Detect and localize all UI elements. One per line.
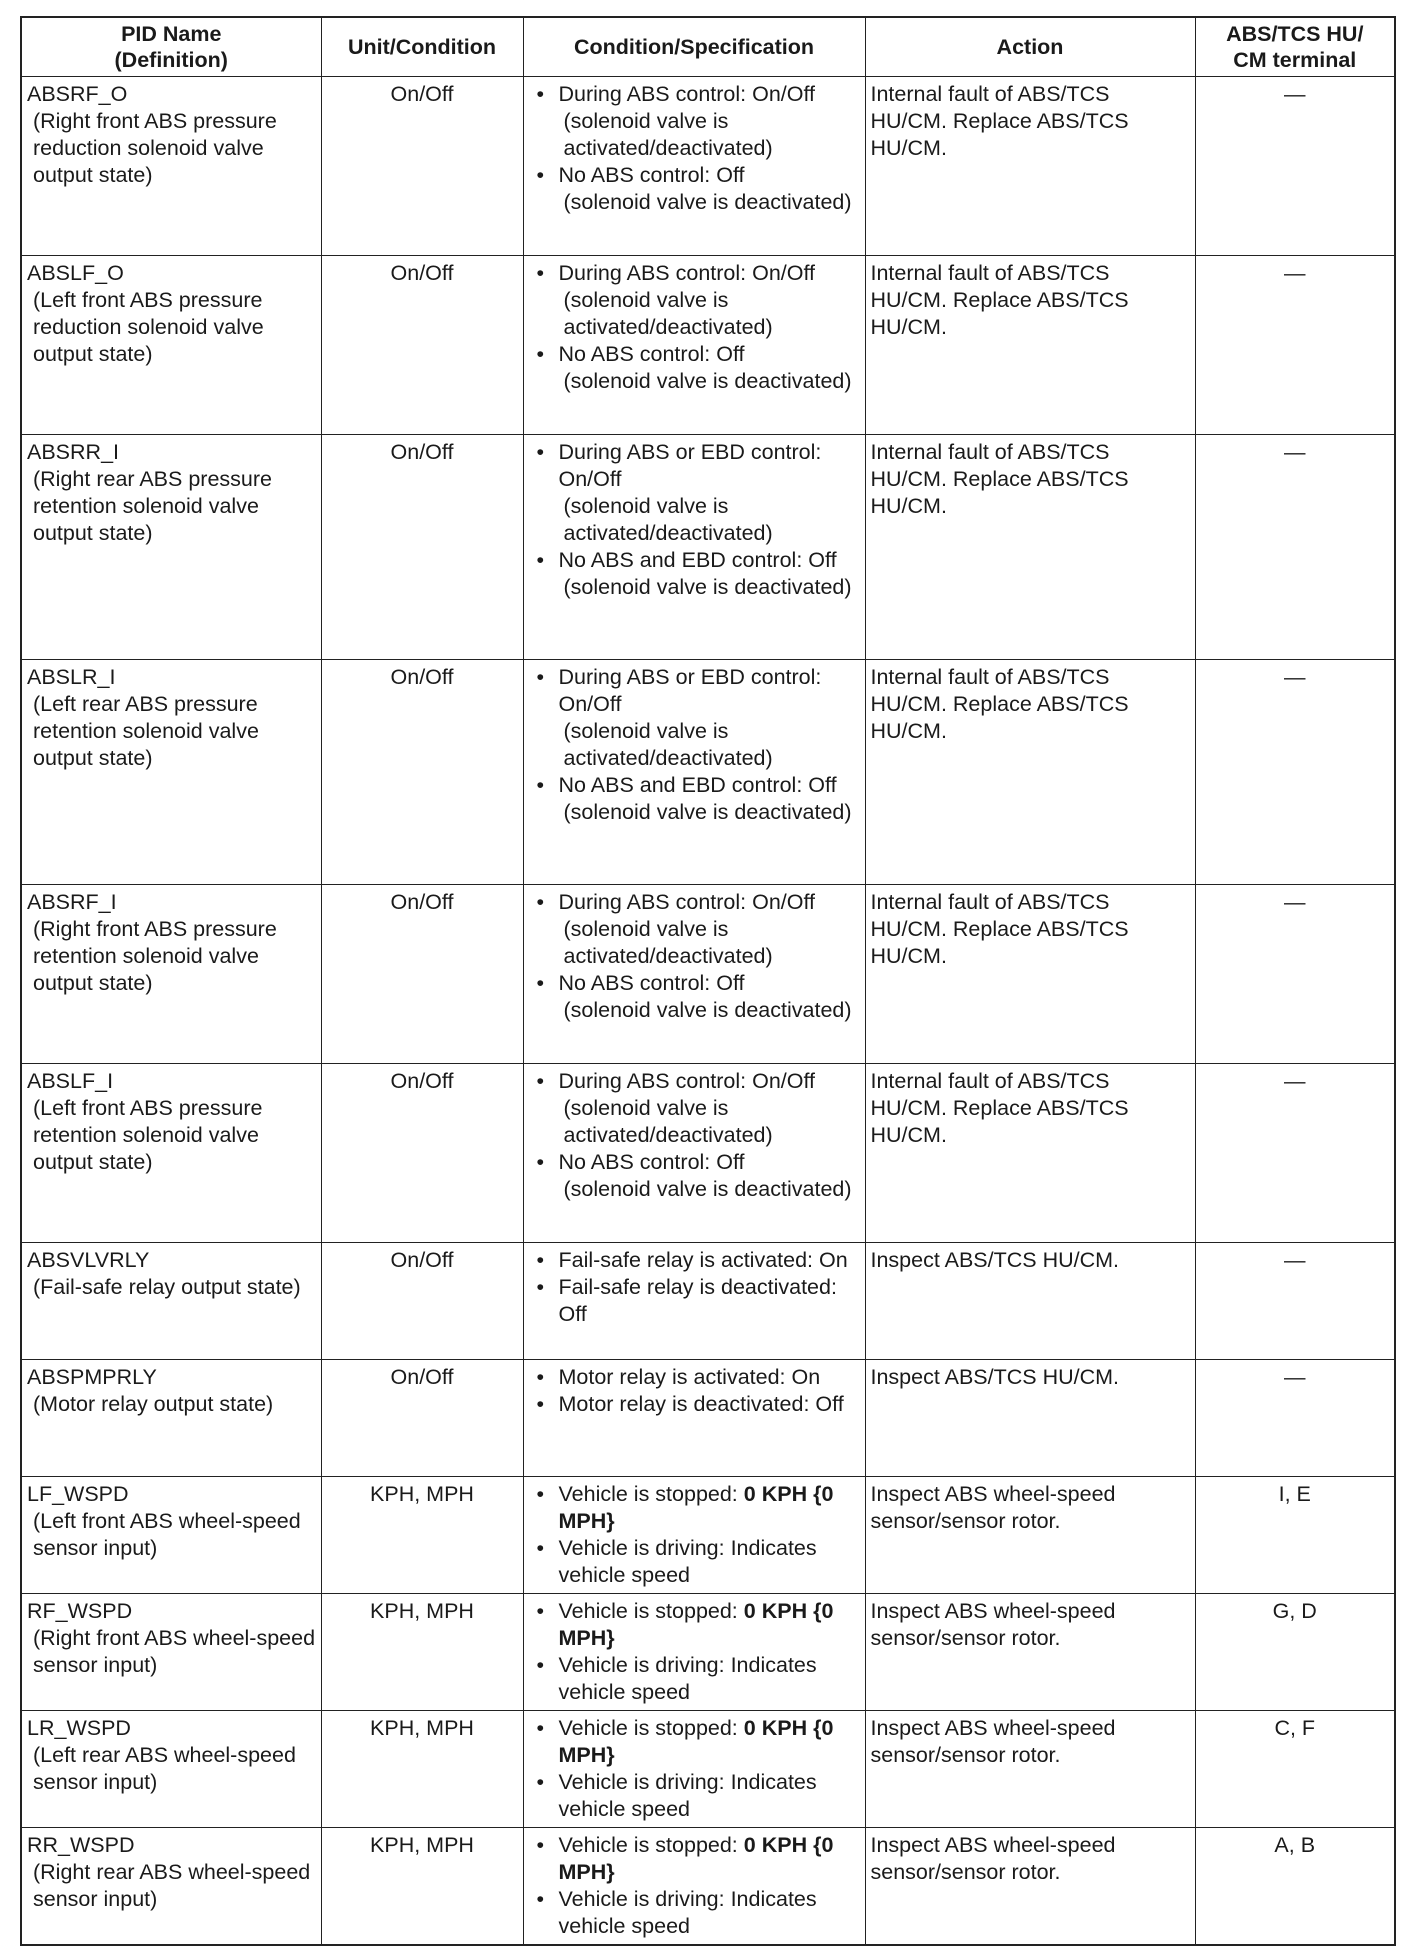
- pid-definition: (Left rear ABS pressure retention solenoid valve output state): [33, 692, 259, 770]
- unit-cell: On/Off: [321, 1064, 523, 1243]
- pid-definition: (Motor relay output state): [33, 1392, 274, 1416]
- condition-sub: (solenoid valve is deactivated): [563, 1177, 852, 1201]
- pid-table-sheet: [20, 16, 1394, 1946]
- table-row: [21, 256, 1395, 435]
- pid-name: ABSLF_O: [27, 261, 124, 285]
- header-action: Action: [865, 17, 1195, 77]
- condition-sub: (solenoid valve is deactivated): [563, 998, 852, 1022]
- spec-cell: [523, 1477, 865, 1594]
- condition-item: [529, 81, 860, 162]
- pid-cell: [21, 1243, 321, 1360]
- table-header-row: [21, 17, 1395, 77]
- pid-name: ABSRF_I: [27, 890, 117, 914]
- spec-cell: [523, 1828, 865, 1946]
- condition-sub: (solenoid valve is activated/deactivated): [563, 1096, 773, 1147]
- condition-item: [529, 1247, 860, 1274]
- unit-cell: KPH, MPH: [321, 1711, 523, 1828]
- pid-name: ABSRF_O: [27, 82, 128, 106]
- pid-cell: [21, 885, 321, 1064]
- unit-cell: On/Off: [321, 660, 523, 885]
- terminal-cell: —: [1195, 660, 1395, 885]
- spec-cell: [523, 435, 865, 660]
- condition-driving: Vehicle is driving: Indicates vehicle speed: [558, 1653, 817, 1704]
- pid-definition: (Right rear ABS wheel-speed sensor input): [33, 1860, 311, 1911]
- table-row: [21, 885, 1395, 1064]
- header-pid-line1: PID Name: [121, 22, 222, 46]
- condition-main: During ABS control: On/Off: [558, 890, 816, 914]
- pid-cell: [21, 1064, 321, 1243]
- condition-sub: (solenoid valve is deactivated): [563, 800, 852, 824]
- spec-cell: [523, 1064, 865, 1243]
- condition-main: Motor relay is deactivated: Off: [558, 1392, 844, 1416]
- unit-cell: On/Off: [321, 885, 523, 1064]
- condition-sub: (solenoid valve is activated/deactivated): [563, 917, 773, 968]
- condition-item: [529, 1769, 860, 1823]
- pid-name: LF_WSPD: [27, 1482, 129, 1506]
- action-cell: Internal fault of ABS/TCS HU/CM. Replace ABS/TCS HU/CM.: [865, 1064, 1195, 1243]
- table-row: [21, 1477, 1395, 1594]
- pid-table: [20, 16, 1396, 1946]
- table-row: [21, 1828, 1395, 1946]
- unit-cell: KPH, MPH: [321, 1477, 523, 1594]
- condition-stopped-value: 0 KPH {0 MPH}: [558, 1599, 834, 1650]
- spec-cell: [523, 1594, 865, 1711]
- header-spec: Condition/Specification: [523, 17, 865, 77]
- condition-stopped-value: 0 KPH {0 MPH}: [558, 1716, 834, 1767]
- condition-main: Fail-safe relay is activated: On: [558, 1248, 848, 1272]
- terminal-cell: —: [1195, 77, 1395, 256]
- condition-item: [529, 1652, 860, 1706]
- condition-driving: Vehicle is driving: Indicates vehicle speed: [558, 1536, 817, 1587]
- condition-item: [529, 1886, 860, 1940]
- terminal-cell: A, B: [1195, 1828, 1395, 1946]
- unit-cell: KPH, MPH: [321, 1594, 523, 1711]
- terminal-cell: —: [1195, 885, 1395, 1064]
- condition-item: [529, 1068, 860, 1149]
- terminal-cell: —: [1195, 435, 1395, 660]
- pid-definition: (Right front ABS wheel-speed sensor input): [33, 1626, 316, 1677]
- header-terminal-line2: CM terminal: [1233, 48, 1357, 72]
- unit-cell: On/Off: [321, 435, 523, 660]
- pid-cell: [21, 1594, 321, 1711]
- spec-cell: [523, 256, 865, 435]
- terminal-cell: I, E: [1195, 1477, 1395, 1594]
- condition-sub: (solenoid valve is deactivated): [563, 369, 852, 393]
- condition-item: [529, 439, 860, 547]
- condition-item: [529, 162, 860, 216]
- condition-main: No ABS control: Off: [558, 1150, 745, 1174]
- pid-definition: (Right front ABS pressure reduction solenoid valve output state): [33, 109, 277, 187]
- condition-item: [529, 772, 860, 826]
- condition-item: [529, 1832, 860, 1886]
- spec-cell: [523, 77, 865, 256]
- pid-name: ABSLF_I: [27, 1069, 114, 1093]
- condition-main: No ABS and EBD control: Off: [558, 548, 837, 572]
- condition-sub: (solenoid valve is activated/deactivated): [563, 288, 773, 339]
- condition-item: [529, 970, 860, 1024]
- table-row: [21, 435, 1395, 660]
- spec-cell: [523, 1711, 865, 1828]
- table-row: [21, 1360, 1395, 1477]
- action-cell: Inspect ABS/TCS HU/CM.: [865, 1360, 1195, 1477]
- pid-name: RR_WSPD: [27, 1833, 135, 1857]
- condition-sub: (solenoid valve is deactivated): [563, 190, 852, 214]
- spec-cell: [523, 1360, 865, 1477]
- action-cell: Inspect ABS wheel-speed sensor/sensor rotor.: [865, 1828, 1195, 1946]
- action-cell: Inspect ABS wheel-speed sensor/sensor rotor.: [865, 1594, 1195, 1711]
- unit-cell: On/Off: [321, 1243, 523, 1360]
- condition-item: [529, 1274, 860, 1328]
- condition-stopped-value: 0 KPH {0 MPH}: [558, 1482, 834, 1533]
- condition-item: [529, 547, 860, 601]
- pid-name: LR_WSPD: [27, 1716, 131, 1740]
- unit-cell: On/Off: [321, 1360, 523, 1477]
- table-row: [21, 77, 1395, 256]
- action-cell: Inspect ABS wheel-speed sensor/sensor rotor.: [865, 1711, 1195, 1828]
- pid-name: ABSPMPRLY: [27, 1365, 157, 1389]
- action-cell: Internal fault of ABS/TCS HU/CM. Replace ABS/TCS HU/CM.: [865, 885, 1195, 1064]
- pid-definition: (Left front ABS pressure reduction solenoid valve output state): [33, 288, 264, 366]
- action-cell: Internal fault of ABS/TCS HU/CM. Replace ABS/TCS HU/CM.: [865, 435, 1195, 660]
- condition-main: During ABS or EBD control: On/Off: [558, 440, 822, 491]
- pid-definition: (Left rear ABS wheel-speed sensor input): [33, 1743, 296, 1794]
- condition-stopped-label: Vehicle is stopped:: [558, 1716, 738, 1740]
- terminal-cell: C, F: [1195, 1711, 1395, 1828]
- condition-stopped-value: 0 KPH {0 MPH}: [558, 1833, 834, 1884]
- action-cell: Inspect ABS wheel-speed sensor/sensor rotor.: [865, 1477, 1195, 1594]
- pid-definition: (Right front ABS pressure retention solenoid valve output state): [33, 917, 277, 995]
- unit-cell: On/Off: [321, 256, 523, 435]
- condition-main: Fail-safe relay is deactivated: Off: [558, 1275, 837, 1326]
- pid-cell: [21, 1360, 321, 1477]
- pid-cell: [21, 77, 321, 256]
- condition-item: [529, 1715, 860, 1769]
- condition-item: [529, 1391, 860, 1418]
- table-row: [21, 1711, 1395, 1828]
- pid-cell: [21, 1711, 321, 1828]
- pid-cell: [21, 1477, 321, 1594]
- condition-sub: (solenoid valve is deactivated): [563, 575, 852, 599]
- terminal-cell: G, D: [1195, 1594, 1395, 1711]
- condition-main: During ABS or EBD control: On/Off: [558, 665, 822, 716]
- header-terminal-line1: ABS/TCS HU/: [1226, 22, 1364, 46]
- condition-item: [529, 1598, 860, 1652]
- condition-main: No ABS control: Off: [558, 971, 745, 995]
- condition-item: [529, 260, 860, 341]
- pid-definition: (Left front ABS pressure retention solenoid valve output state): [33, 1096, 263, 1174]
- condition-main: During ABS control: On/Off: [558, 261, 816, 285]
- condition-main: Motor relay is activated: On: [558, 1365, 821, 1389]
- pid-definition: (Left front ABS wheel-speed sensor input): [33, 1509, 301, 1560]
- condition-main: During ABS control: On/Off: [558, 1069, 816, 1093]
- action-cell: Internal fault of ABS/TCS HU/CM. Replace ABS/TCS HU/CM.: [865, 77, 1195, 256]
- unit-cell: On/Off: [321, 77, 523, 256]
- pid-definition: (Fail-safe relay output state): [33, 1275, 301, 1299]
- condition-sub: (solenoid valve is activated/deactivated): [563, 494, 773, 545]
- condition-item: [529, 664, 860, 772]
- header-pid-line2: (Definition): [114, 48, 228, 72]
- spec-cell: [523, 660, 865, 885]
- table-row: [21, 660, 1395, 885]
- condition-item: [529, 1481, 860, 1535]
- pid-cell: [21, 435, 321, 660]
- condition-main: During ABS control: On/Off: [558, 82, 816, 106]
- action-cell: Internal fault of ABS/TCS HU/CM. Replace ABS/TCS HU/CM.: [865, 256, 1195, 435]
- condition-item: [529, 889, 860, 970]
- terminal-cell: —: [1195, 1360, 1395, 1477]
- condition-main: No ABS control: Off: [558, 163, 745, 187]
- terminal-cell: —: [1195, 256, 1395, 435]
- condition-item: [529, 1535, 860, 1589]
- pid-name: RF_WSPD: [27, 1599, 133, 1623]
- condition-stopped-label: Vehicle is stopped:: [558, 1599, 738, 1623]
- condition-item: [529, 341, 860, 395]
- condition-sub: (solenoid valve is activated/deactivated): [563, 719, 773, 770]
- spec-cell: [523, 885, 865, 1064]
- header-pid: [21, 17, 321, 77]
- table-row: [21, 1064, 1395, 1243]
- pid-cell: [21, 660, 321, 885]
- condition-main: No ABS and EBD control: Off: [558, 773, 837, 797]
- table-row: [21, 1594, 1395, 1711]
- condition-stopped-label: Vehicle is stopped:: [558, 1833, 738, 1857]
- condition-sub: (solenoid valve is activated/deactivated): [563, 109, 773, 160]
- table-row: [21, 1243, 1395, 1360]
- condition-driving: Vehicle is driving: Indicates vehicle speed: [558, 1770, 817, 1821]
- action-cell: Internal fault of ABS/TCS HU/CM. Replace ABS/TCS HU/CM.: [865, 660, 1195, 885]
- pid-cell: [21, 256, 321, 435]
- unit-cell: KPH, MPH: [321, 1828, 523, 1946]
- condition-driving: Vehicle is driving: Indicates vehicle speed: [558, 1887, 817, 1938]
- condition-item: [529, 1364, 860, 1391]
- pid-name: ABSLR_I: [27, 665, 116, 689]
- header-unit: Unit/Condition: [321, 17, 523, 77]
- pid-name: ABSRR_I: [27, 440, 120, 464]
- pid-definition: (Right rear ABS pressure retention solenoid valve output state): [33, 467, 272, 545]
- condition-main: No ABS control: Off: [558, 342, 745, 366]
- condition-stopped-label: Vehicle is stopped:: [558, 1482, 738, 1506]
- condition-item: [529, 1149, 860, 1203]
- pid-name: ABSVLVRLY: [27, 1248, 150, 1272]
- action-cell: Inspect ABS/TCS HU/CM.: [865, 1243, 1195, 1360]
- spec-cell: [523, 1243, 865, 1360]
- terminal-cell: —: [1195, 1064, 1395, 1243]
- pid-cell: [21, 1828, 321, 1946]
- header-terminal: [1195, 17, 1395, 77]
- terminal-cell: —: [1195, 1243, 1395, 1360]
